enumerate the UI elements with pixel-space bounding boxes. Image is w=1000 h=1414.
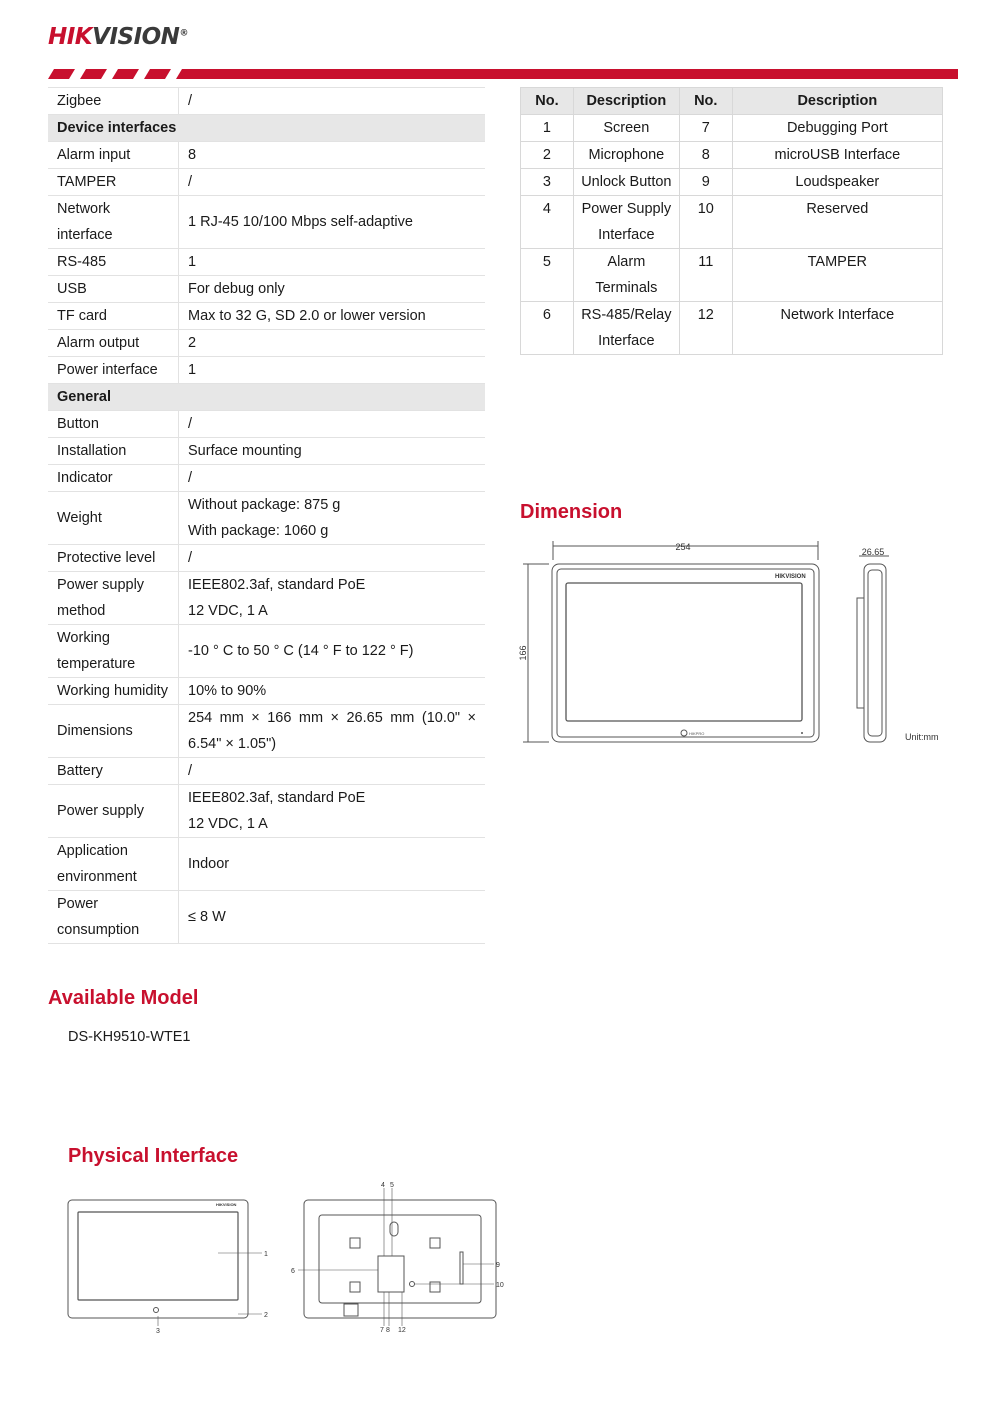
legend-number: 7 [679, 115, 732, 142]
spec-label: Indicator [48, 465, 179, 492]
available-model-heading: Available Model [48, 987, 199, 1009]
spec-row-alarm-output [48, 330, 485, 357]
legend-number: 11 [679, 249, 732, 302]
section-header-device-interfaces [48, 115, 485, 142]
spec-value: 8 [179, 142, 486, 169]
legend-row [521, 115, 943, 142]
height-dimension-label: 166 [518, 645, 528, 661]
spec-row-zigbee [48, 88, 485, 115]
legend-row [521, 142, 943, 169]
specification-table [48, 87, 485, 944]
legend-row [521, 249, 943, 302]
legend-row [521, 169, 943, 196]
spec-row-power-consumption [48, 891, 485, 944]
svg-text:HIKVISION: HIKVISION [775, 574, 806, 580]
legend-number: 8 [679, 142, 732, 169]
dimension-drawing [515, 538, 955, 750]
legend-number: 9 [679, 169, 732, 196]
unit-label: Unit:mm [905, 732, 939, 742]
legend-number: 4 [521, 196, 574, 249]
legend-description: Loudspeaker [732, 169, 942, 196]
spec-row-working-humidity [48, 678, 485, 705]
spec-label: Battery [48, 758, 179, 785]
spec-row-application-environment [48, 838, 485, 891]
spec-label: Dimensions [48, 705, 179, 758]
physical-interface-drawing [62, 1180, 510, 1340]
interface-legend-table [520, 87, 943, 355]
spec-label: Power interface [48, 357, 179, 384]
callout-5: 5 [390, 1182, 394, 1189]
legend-description: Screen [573, 115, 679, 142]
header-stripe-bar [48, 69, 958, 79]
legend-number: 1 [521, 115, 574, 142]
legend-row [521, 196, 943, 249]
spec-value: 254 mm × 166 mm × 26.65 mm (10.0" × 6.54" × 1.05") [179, 705, 486, 758]
spec-value: Max to 32 G, SD 2.0 or lower version [179, 303, 486, 330]
spec-value: 2 [179, 330, 486, 357]
spec-value: / [179, 88, 486, 115]
spec-row-alarm-input [48, 142, 485, 169]
legend-header-description: Description [573, 88, 679, 115]
svg-text:HIKPRO: HIKPRO [689, 731, 705, 736]
legend-number: 5 [521, 249, 574, 302]
legend-description: Alarm Terminals [573, 249, 679, 302]
spec-label: Weight [48, 492, 179, 545]
callout-1: 1 [264, 1251, 268, 1258]
spec-value: -10 ° C to 50 ° C (14 ° F to 122 ° F) [179, 625, 486, 678]
callout-9: 9 [496, 1262, 500, 1269]
legend-number: 10 [679, 196, 732, 249]
callout-4: 4 [381, 1182, 385, 1189]
physical-interface-heading: Physical Interface [68, 1145, 239, 1167]
model-number: DS-KH9510-WTE1 [68, 1029, 191, 1045]
spec-label: Power supply [48, 785, 179, 838]
spec-row-weight [48, 492, 485, 545]
spec-label: Application environment [48, 838, 179, 891]
spec-row-tamper [48, 169, 485, 196]
legend-header-no: No. [521, 88, 574, 115]
spec-row-power-interface [48, 357, 485, 384]
section-header-general [48, 384, 485, 411]
spec-label: Installation [48, 438, 179, 465]
spec-row-tf-card [48, 303, 485, 330]
legend-description: Power Supply Interface [573, 196, 679, 249]
spec-value: / [179, 545, 486, 572]
spec-value: / [179, 169, 486, 196]
spec-label: TF card [48, 303, 179, 330]
legend-header-no: No. [679, 88, 732, 115]
spec-label: TAMPER [48, 169, 179, 196]
spec-value: 10% to 90% [179, 678, 486, 705]
dimension-heading: Dimension [520, 501, 623, 523]
legend-number: 3 [521, 169, 574, 196]
spec-label: USB [48, 276, 179, 303]
callout-10: 10 [496, 1282, 504, 1289]
legend-description: TAMPER [732, 249, 942, 302]
legend-header-description: Description [732, 88, 942, 115]
spec-row-installation [48, 438, 485, 465]
depth-dimension-label: 26.65 [861, 547, 885, 557]
spec-row-power-supply-method [48, 572, 485, 625]
spec-value: 1 [179, 249, 486, 276]
spec-value: ≤ 8 W [179, 891, 486, 944]
svg-text:HIKVISION: HIKVISION [216, 1202, 237, 1207]
spec-value: IEEE802.3af, standard PoE 12 VDC, 1 A [179, 785, 486, 838]
spec-value: / [179, 758, 486, 785]
spec-row-usb [48, 276, 485, 303]
spec-row-rs-485 [48, 249, 485, 276]
spec-label: Zigbee [48, 88, 179, 115]
hikvision-logo: HIKVISION® [48, 24, 188, 50]
spec-label: Power consumption [48, 891, 179, 944]
spec-value: Surface mounting [179, 438, 486, 465]
spec-value: Indoor [179, 838, 486, 891]
spec-row-indicator [48, 465, 485, 492]
width-dimension-label: 254 [675, 542, 691, 552]
spec-row-battery [48, 758, 485, 785]
legend-number: 12 [679, 302, 732, 355]
legend-description: Microphone [573, 142, 679, 169]
callout-6: 6 [291, 1268, 295, 1275]
spec-label: Working temperature [48, 625, 179, 678]
spec-label: Protective level [48, 545, 179, 572]
legend-number: 2 [521, 142, 574, 169]
spec-value: IEEE802.3af, standard PoE 12 VDC, 1 A [179, 572, 486, 625]
spec-row-dimensions [48, 705, 485, 758]
legend-number: 6 [521, 302, 574, 355]
callout-3: 3 [156, 1328, 160, 1335]
spec-label: Button [48, 411, 179, 438]
spec-row-network-interface [48, 196, 485, 249]
legend-description: Network Interface [732, 302, 942, 355]
legend-description: RS-485/Relay Interface [573, 302, 679, 355]
spec-label: RS-485 [48, 249, 179, 276]
spec-value: / [179, 465, 486, 492]
callout-12: 12 [398, 1327, 406, 1334]
spec-row-button [48, 411, 485, 438]
callout-7: 7 [380, 1327, 384, 1334]
legend-description: Debugging Port [732, 115, 942, 142]
spec-row-power-supply [48, 785, 485, 838]
spec-label: Working humidity [48, 678, 179, 705]
section-title: General [48, 384, 485, 411]
section-title: Device interfaces [48, 115, 485, 142]
spec-value: For debug only [179, 276, 486, 303]
spec-row-protective-level [48, 545, 485, 572]
spec-value: 1 RJ-45 10/100 Mbps self-adaptive [179, 196, 486, 249]
callout-2: 2 [264, 1312, 268, 1319]
legend-description: Reserved [732, 196, 942, 249]
spec-row-working-temperature [48, 625, 485, 678]
callout-8: 8 [386, 1327, 390, 1334]
spec-label: Power supply method [48, 572, 179, 625]
spec-label: Alarm output [48, 330, 179, 357]
spec-value: 1 [179, 357, 486, 384]
spec-label: Alarm input [48, 142, 179, 169]
spec-value: / [179, 411, 486, 438]
spec-value: Without package: 875 g With package: 1060 g [179, 492, 486, 545]
spec-label: Network interface [48, 196, 179, 249]
legend-description: Unlock Button [573, 169, 679, 196]
legend-description: microUSB Interface [732, 142, 942, 169]
legend-row [521, 302, 943, 355]
